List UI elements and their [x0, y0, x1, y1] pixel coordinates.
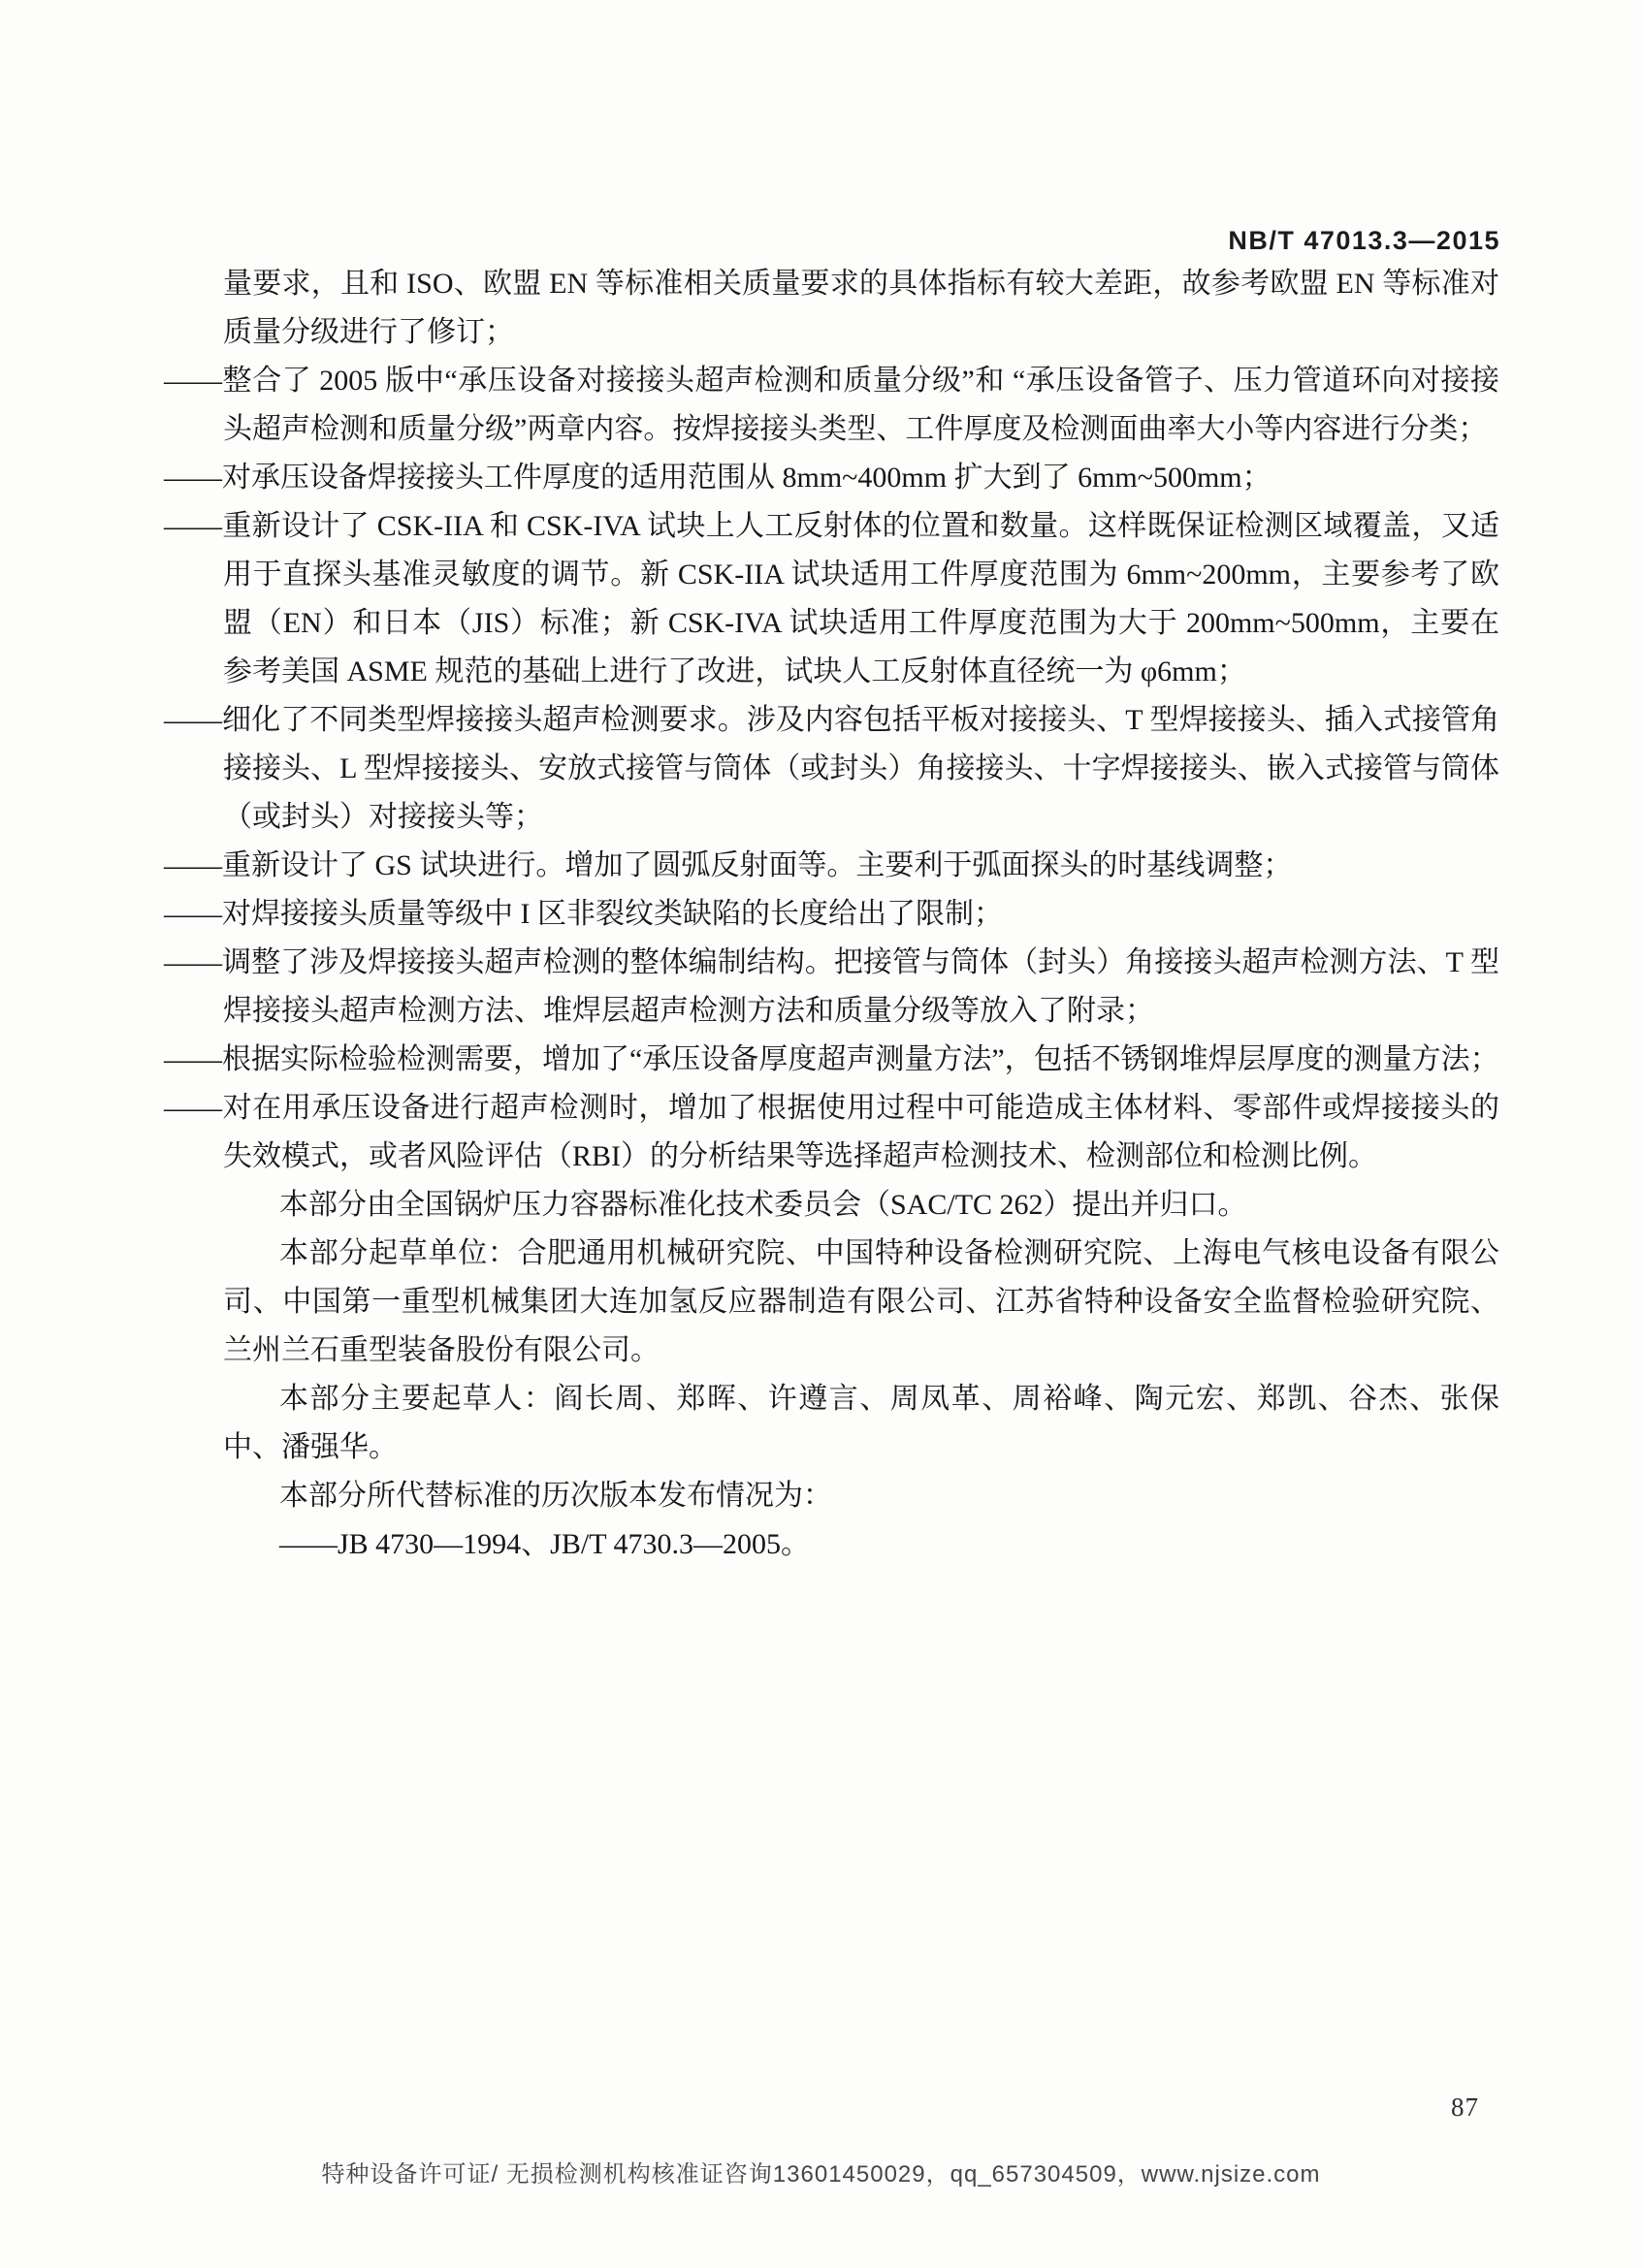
- paragraph: 本部分起草单位：合肥通用机械研究院、中国特种设备检测研究院、上海电气核电设备有限公司、中国第一重型机械集团大连加氢反应器制造有限公司、江苏省特种设备安全监督检验研究院、兰州兰石重型装备股份有限公司。: [223, 1237, 1499, 1366]
- page-number: 87: [1451, 2092, 1479, 2122]
- standard-number-header: NB/T 47013.3—2015: [1228, 226, 1500, 255]
- list-item: ——重新设计了 GS 试块进行。增加了圆弧反射面等。主要利于弧面探头的时基线调整；: [164, 849, 1293, 881]
- list-item: ——细化了不同类型焊接接头超声检测要求。涉及内容包括平板对接接头、T 型焊接接头、插入式接管角接接头、L 型焊接接头、安放式接管与筒体（或封头）角接接头、十字焊接接头、嵌入式接管与筒体（或封头）对接接头等；: [164, 704, 1499, 833]
- replaced-standards-line: ——JB 4730—1994、JB/T 4730.3—2005。: [279, 1528, 810, 1560]
- paragraph: 本部分主要起草人：阎长周、郑晖、许遵言、周凤革、周裕峰、陶元宏、郑凯、谷杰、张保中、潘强华。: [223, 1383, 1499, 1463]
- list-item: ——对承压设备焊接接头工件厚度的适用范围从 8mm~400mm 扩大到了 6mm~500mm；: [164, 462, 1272, 494]
- list-item: ——根据实际检验检测需要，增加了“承压设备厚度超声测量方法”，包括不锈钢堆焊层厚度的测量方法；: [164, 1043, 1499, 1075]
- paragraph: 本部分由全国锅炉压力容器标准化技术委员会（SAC/TC 262）提出并归口。: [279, 1189, 1247, 1221]
- foreword-text-block: [164, 260, 1499, 1569]
- list-item: ——调整了涉及焊接接头超声检测的整体编制结构。把接管与筒体（封头）角接接头超声检测方法、T 型焊接接头超声检测方法、堆焊层超声检测方法和质量分级等放入了附录；: [164, 946, 1499, 1027]
- list-item: ——对焊接接头质量等级中 I 区非裂纹类缺陷的长度给出了限制；: [164, 898, 1003, 930]
- paragraph: 本部分所代替标准的历次版本发布情况为：: [279, 1480, 832, 1512]
- list-item: ——整合了 2005 版中“承压设备对接接头超声检测和质量分级”和 “承压设备管子、压力管道环向对接接头超声检测和质量分级”两章内容。按焊接接头类型、工件厚度及检测面曲率大小等内容进行分类；: [164, 365, 1499, 445]
- list-item: ——重新设计了 CSK-IIA 和 CSK-IVA 试块上人工反射体的位置和数量。这样既保证检测区域覆盖，又适用于直探头基准灵敏度的调节。新 CSK-IIA 试块适用工件厚度范围为 6mm~200mm，主要参考了欧盟（EN）和日本（JIS）标准；新 CSK-IVA 试块适用工件厚度范围为大于 200mm~500mm，主要在参考美国 ASME 规范的基础上进行了改进，试块人工反射体直径统一为 φ6mm；: [164, 510, 1499, 687]
- paragraph-continuation: 量要求，且和 ISO、欧盟 EN 等标准相关质量要求的具体指标有较大差距，故参考欧盟 EN 等标准对质量分级进行了修订；: [223, 268, 1499, 348]
- list-item: ——对在用承压设备进行超声检测时，增加了根据使用过程中可能造成主体材料、零部件或焊接接头的失效模式，或者风险评估（RBI）的分析结果等选择超声检测技术、检测部位和检测比例。: [164, 1092, 1499, 1172]
- footer-watermark-text: 特种设备许可证/ 无损检测机构核准证咨询13601450029，qq_657304509，www.njsize.com: [321, 2161, 1321, 2188]
